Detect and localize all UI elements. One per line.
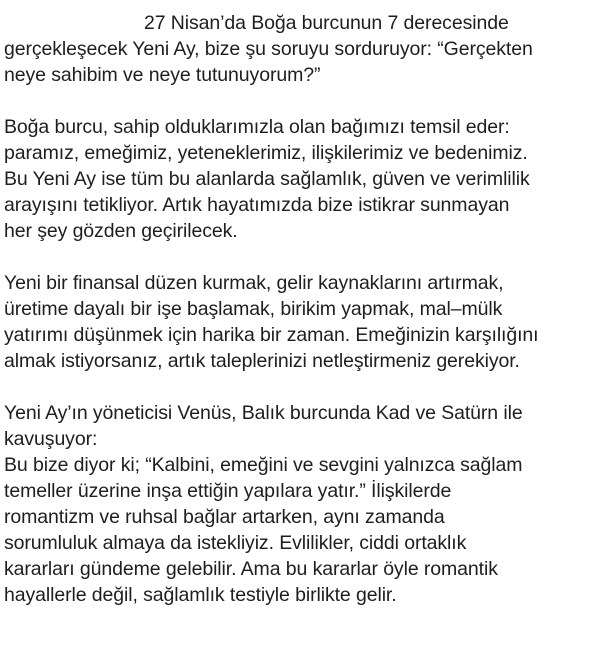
text-line: kararları gündeme gelebilir. Ama bu kararlar öyle romantik <box>4 558 498 580</box>
paragraph-venus-ruler <box>4 400 598 608</box>
text-line: her şey gözden geçirilecek. <box>4 220 238 242</box>
text-line: Boğa burcu, sahip olduklarımızla olan bağımızı temsil eder: <box>4 116 510 138</box>
paragraph-gap <box>4 88 598 114</box>
text-line: neye sahibim ve neye tutunuyorum?” <box>4 64 321 86</box>
text-line: kavuşuyor: <box>4 428 98 450</box>
paragraph-taurus-meaning <box>4 114 598 244</box>
text-line: Bu bize diyor ki; “Kalbini, emeğini ve sevgini yalnızca sağlam <box>4 454 523 476</box>
text-line: üretime dayalı bir işe başlamak, birikim yapmak, mal–mülk <box>4 298 503 320</box>
text-line: yatırımı düşünmek için harika bir zaman. Emeğinizin karşılığını <box>4 324 539 346</box>
text-line: temeller üzerine inşa ettiğin yapılara yatır.” İlişkilerde <box>4 480 452 502</box>
text-line: almak istiyorsanız, artık taleplerinizi netleştirmeniz gerekiyor. <box>4 350 520 372</box>
text-line: Yeni bir finansal düzen kurmak, gelir kaynaklarını artırmak, <box>4 272 504 294</box>
paragraph-financial-order <box>4 270 598 374</box>
paragraph-gap <box>4 244 598 270</box>
text-line: Yeni Ay’ın yöneticisi Venüs, Balık burcunda Kad ve Satürn ile <box>4 402 523 424</box>
text-line: romantizm ve ruhsal bağlar artarken, aynı zamanda <box>4 506 445 528</box>
text-line: paramız, emeğimiz, yeteneklerimiz, ilişkilerimiz ve bedenimiz. <box>4 142 528 164</box>
text-line: hayallerle değil, sağlamlık testiyle birlikte gelir. <box>4 584 397 606</box>
text-line: sorumluluk almaya da istekliyiz. Evlilikler, ciddi ortaklık <box>4 532 467 554</box>
text-line: arayışını tetikliyor. Artık hayatımızda bize istikrar sunmayan <box>4 194 510 216</box>
text-line: 27 Nisan’da Boğa burcunun 7 derecesinde <box>144 12 509 34</box>
document-body <box>4 10 598 608</box>
text-line: gerçekleşecek Yeni Ay, bize şu soruyu sorduruyor: “Gerçekten <box>4 38 533 60</box>
paragraph-new-moon-intro <box>4 10 598 88</box>
text-line: Bu Yeni Ay ise tüm bu alanlarda sağlamlık, güven ve verimlilik <box>4 168 530 190</box>
paragraph-gap <box>4 374 598 400</box>
